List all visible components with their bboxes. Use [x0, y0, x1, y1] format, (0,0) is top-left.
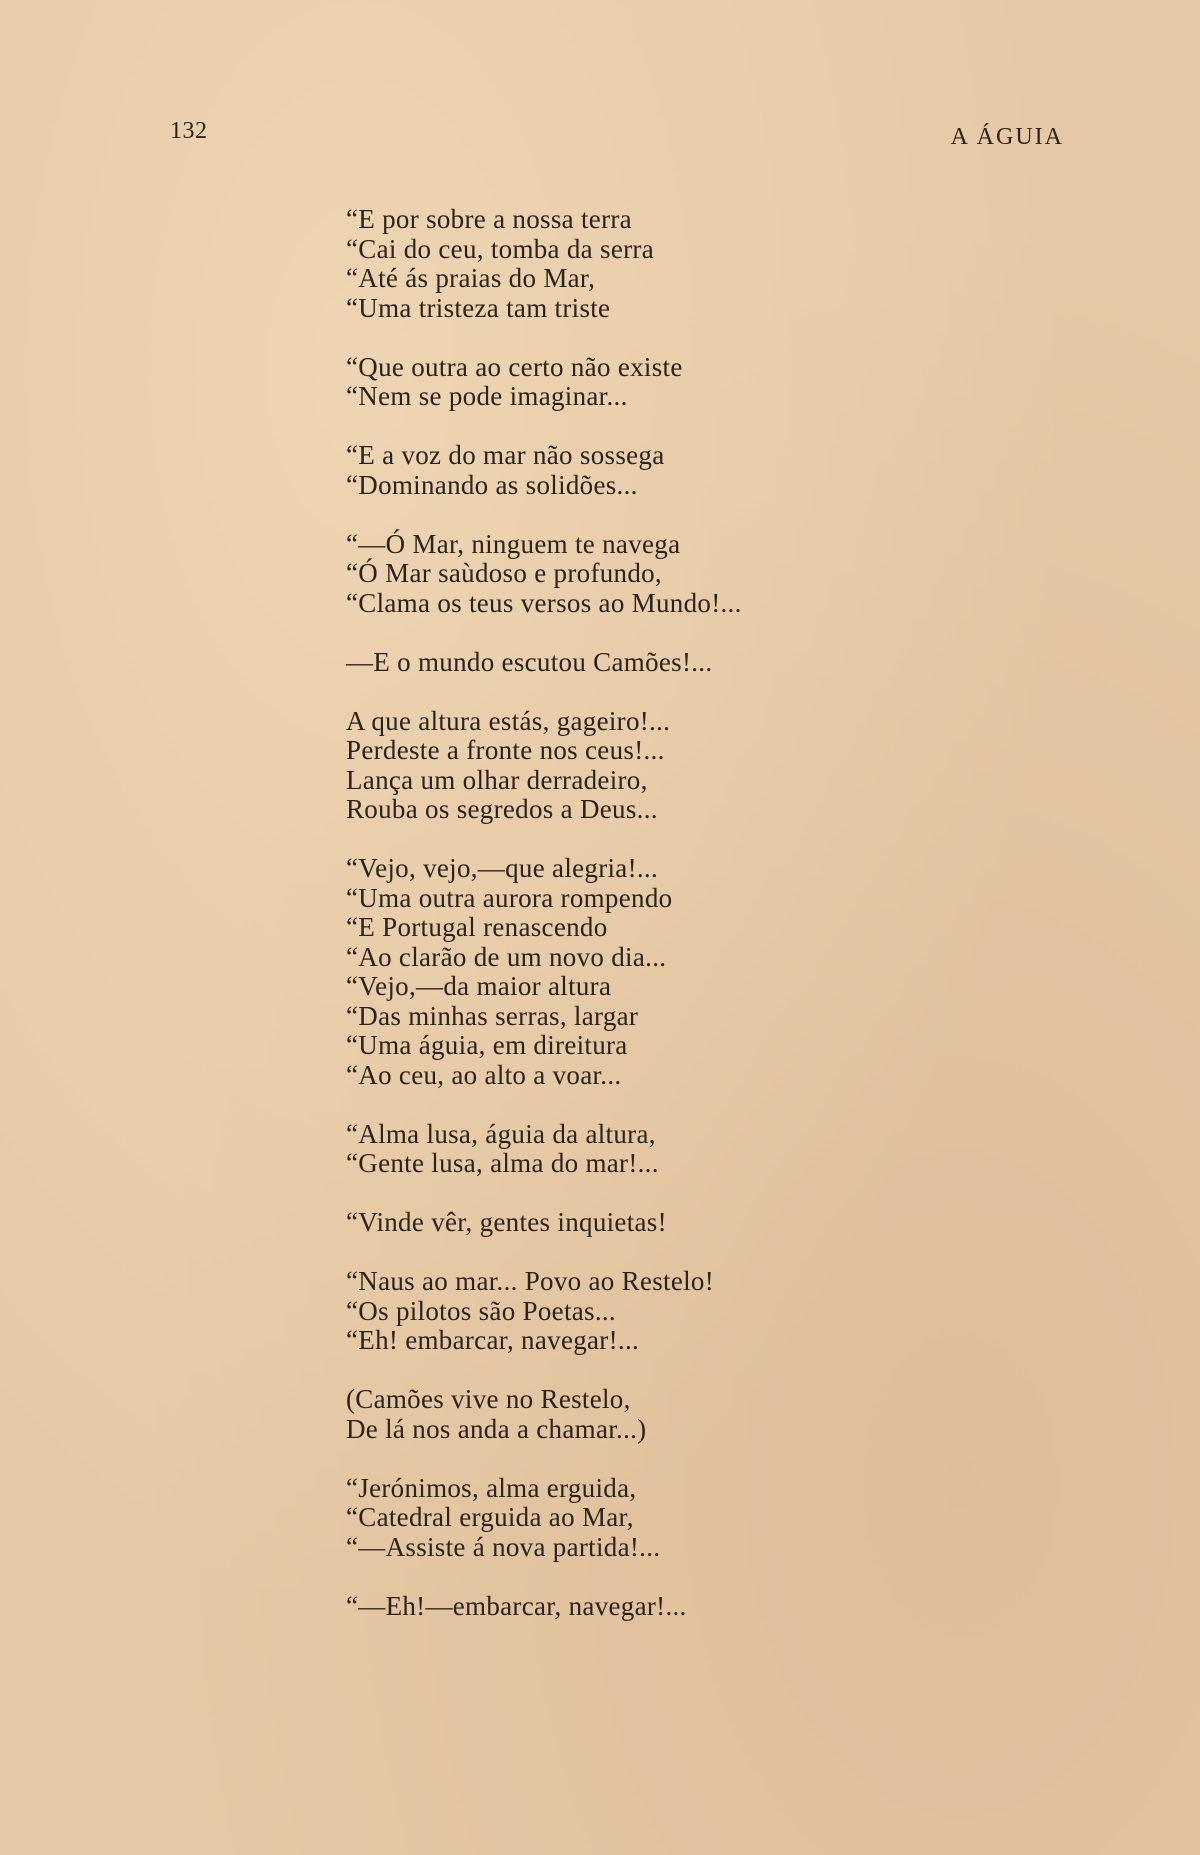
stanza	[346, 1267, 906, 1356]
poem-line: De lá nos anda a chamar...)	[346, 1413, 647, 1444]
stanza	[346, 707, 906, 825]
poem-line: “E a voz do mar não sossega	[346, 440, 665, 470]
poem-line: “—Ó Mar, ninguem te navega	[346, 528, 681, 559]
poem-line: “Uma tristeza tam triste	[346, 292, 611, 323]
poem-line: “Cai do ceu, tomba da serra	[346, 233, 654, 264]
poem-line: “Vejo, vejo,—que alegria!...	[346, 853, 659, 883]
poem-line: “Vinde vêr, gentes inquietas!	[346, 1207, 667, 1237]
poem-line: “Ao clarão de um novo dia...	[346, 941, 667, 972]
stanza	[346, 441, 906, 500]
poem-line: “—Eh!—embarcar, navegar!...	[346, 1590, 687, 1621]
poem-line: “Clama os teus versos ao Mundo!...	[346, 587, 742, 618]
stanza	[346, 353, 906, 412]
stanza	[346, 1120, 906, 1179]
poem-line: “Ó Mar saùdoso e profundo,	[346, 558, 662, 588]
poem-line: “Das minhas serras, largar	[346, 1000, 639, 1031]
stanza	[346, 1592, 906, 1622]
poem-line: Lança um olhar derradeiro,	[346, 764, 648, 795]
poem-line: A que altura estás, gageiro!...	[346, 705, 671, 736]
page-number: 132	[170, 118, 208, 144]
poem-line: “Gente lusa, alma do mar!...	[346, 1148, 659, 1178]
poem-line: “Os pilotos são Poetas...	[346, 1295, 616, 1326]
poem-line: “Jerónimos, alma erguida,	[346, 1472, 637, 1503]
poem-body	[346, 205, 906, 1651]
poem-line: Perdeste a fronte nos ceus!...	[346, 735, 665, 765]
poem-line: “—Assiste á nova partida!...	[346, 1531, 661, 1562]
poem-line: “Alma lusa, águia da altura,	[346, 1118, 656, 1149]
poem-line: “Até ás praias do Mar,	[346, 263, 596, 293]
poem-line: “Ao ceu, ao alto a voar...	[346, 1059, 622, 1090]
running-title: A ÁGUIA	[950, 124, 1064, 150]
stanza	[346, 205, 906, 323]
poem-line: Rouba os segredos a Deus...	[346, 794, 658, 824]
poem-line: “Dominando as solidões...	[346, 469, 638, 500]
poem-line: “E por sobre a nossa terra	[346, 204, 632, 234]
poem-line: “Catedral erguida ao Mar,	[346, 1502, 634, 1532]
poem-line: (Camões vive no Restelo,	[346, 1384, 631, 1414]
poem-line: “E Portugal renascendo	[346, 912, 608, 942]
stanza	[346, 1385, 906, 1444]
stanza	[346, 648, 906, 678]
poem-line: “Uma outra aurora rompendo	[346, 882, 673, 913]
poem-line: —E o mundo escutou Camões!...	[346, 646, 713, 677]
stanza	[346, 1474, 906, 1563]
poem-line: “Uma águia, em direitura	[346, 1030, 628, 1060]
poem-line: “Que outra ao certo não existe	[346, 351, 683, 382]
stanza	[346, 1208, 906, 1238]
stanza	[346, 854, 906, 1090]
stanza	[346, 530, 906, 619]
poem-line: “Vejo,—da maior altura	[346, 971, 612, 1001]
poem-line: “Nem se pode imaginar...	[346, 381, 628, 411]
poem-line: “Naus ao mar... Povo ao Restelo!	[346, 1266, 715, 1296]
poem-line: “Eh! embarcar, navegar!...	[346, 1325, 640, 1355]
